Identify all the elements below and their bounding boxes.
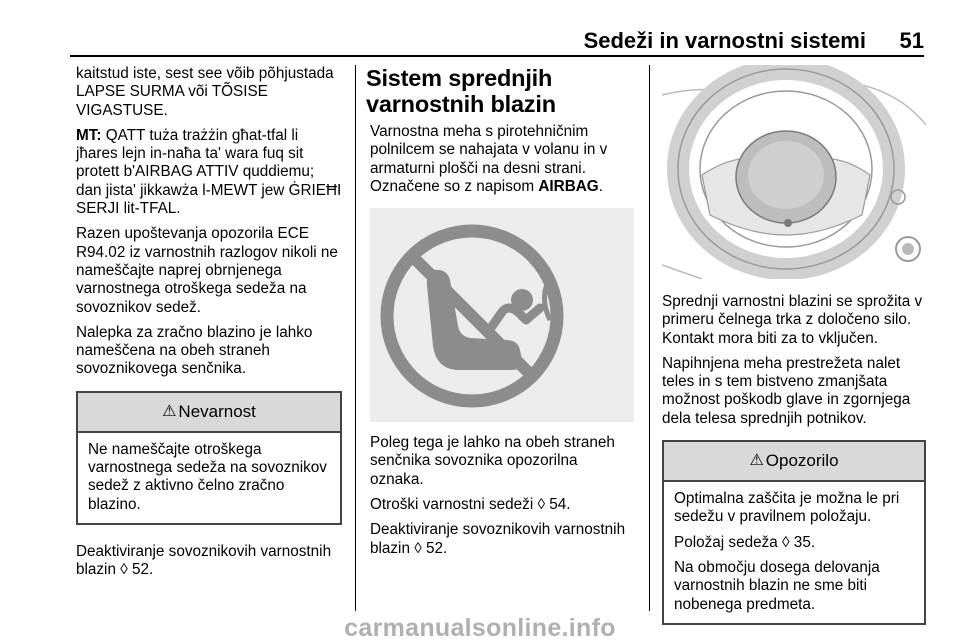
warning-box-header <box>664 442 924 482</box>
paragraph: Razen upoštevanja opozorila ECE R94.02 iz varnostnih razlogov nikoli ne nameščajte naprej obrnjenega varnostnega otroškega sedeža na sovoznikov sedež. <box>76 225 338 316</box>
cross-reference <box>674 534 914 552</box>
header-rule <box>70 55 924 57</box>
paragraph-end: . <box>598 177 603 195</box>
column-right <box>662 65 926 643</box>
paragraph: Napihnjena meha prestrežeta nalet teles in s tem bistveno zmanjšata možnost poškodb glave in zgornjega dela telesa sprednjih potnikov. <box>662 354 911 427</box>
watermark: carmanualsonline.info <box>344 614 616 642</box>
paragraph-text: QATT tuża trażżin għat-tfal li jħares lejn in-naħa ta' wara fuq sit protett b'AIRBAG ATTIV quddiemu; dan jista' jikkawża l-MEWT jew ĠRIEĦI SERJI lit-TFAL. <box>76 126 342 218</box>
paragraph-text: Varnostna meha s pirotehničnim polnilcem se nahajata v volanu in v armaturni plošči na desni strani. Označene so z napisom <box>370 123 608 195</box>
danger-box <box>76 391 342 525</box>
cross-reference <box>76 543 342 580</box>
reference-arrow-icon: ◊ <box>537 496 546 514</box>
warning-box-text: Optimalna zaščita je možna le pri sedežu v pravilnem položaju. <box>674 490 900 526</box>
language-label: MT: <box>76 126 102 144</box>
column-left <box>76 65 342 587</box>
steering-wheel-airbag-image <box>662 65 926 279</box>
column-middle <box>366 65 634 565</box>
page-header <box>70 28 924 55</box>
paragraph <box>370 123 634 196</box>
paragraph: kaitstud iste, sest see võib põhjustada LAPSE SURMA või TÕSISE VIGASTUSE. <box>76 65 334 119</box>
reference-page[interactable]: 52. <box>127 561 154 579</box>
no-rear-facing-child-seat-sign-image <box>370 208 634 422</box>
airbag-label: AIRBAG <box>538 177 599 195</box>
paragraph: Poleg tega je lahko na obeh straneh senčnika sovoznika opozorilna oznaka. <box>370 434 615 488</box>
reference-text: Deaktiviranje sovoznikovih varnostnih blazin <box>370 521 626 557</box>
danger-box-text: Ne nameščajte otroškega varnostnega sedeža na sovoznikov sedež z aktivno čelno zračno blazino. <box>88 440 327 513</box>
cross-reference <box>370 521 634 558</box>
danger-box-header <box>78 393 340 433</box>
warning-box <box>662 440 926 625</box>
warning-box-text: Na območju dosega delovanja varnostnih blazin ne sme biti nobenega predmeta. <box>674 558 880 613</box>
reference-arrow-icon: ◊ <box>120 561 128 579</box>
danger-box-body <box>78 433 340 523</box>
paragraph: Nalepka za zračno blazino je lahko nameščena na obeh straneh sovoznikovega senčnika. <box>76 323 313 378</box>
reference-page[interactable]: 52. <box>421 539 448 557</box>
danger-box-title: Nevarnost <box>178 401 256 421</box>
column-divider <box>355 65 356 611</box>
warning-triangle-icon: ⚠ <box>162 402 177 420</box>
cross-reference <box>370 496 634 514</box>
reference-arrow-icon: ◊ <box>414 539 422 557</box>
section-heading: Sistem sprednjih varnostnih blazin <box>366 65 556 117</box>
reference-text: Položaj sedeža <box>674 533 778 551</box>
reference-text: Otroški varnostni sedeži <box>370 496 534 514</box>
steering-wheel-icon <box>662 65 926 279</box>
paragraph: Sprednji varnostni blazini se sprožita v primeru čelnega trka z določeno silo. Kontakt mora biti za to vključen. <box>662 293 923 347</box>
column-divider <box>649 65 650 611</box>
reference-page[interactable]: 35. <box>789 533 816 551</box>
reference-arrow-icon: ◊ <box>782 533 790 551</box>
reference-page[interactable]: 54. <box>545 496 571 514</box>
reference-text: Deaktiviranje sovoznikovih varnostnih blazin <box>76 542 332 579</box>
warning-box-body <box>664 482 924 623</box>
header-title: Sedeži in varnostni sistemi <box>583 28 866 53</box>
warning-box-title: Opozorilo <box>765 450 839 470</box>
page-number: 51 <box>899 28 924 53</box>
warning-triangle-icon: ⚠ <box>749 451 764 469</box>
prohibition-sign-icon <box>370 208 634 422</box>
paragraph-maltese <box>76 127 342 218</box>
